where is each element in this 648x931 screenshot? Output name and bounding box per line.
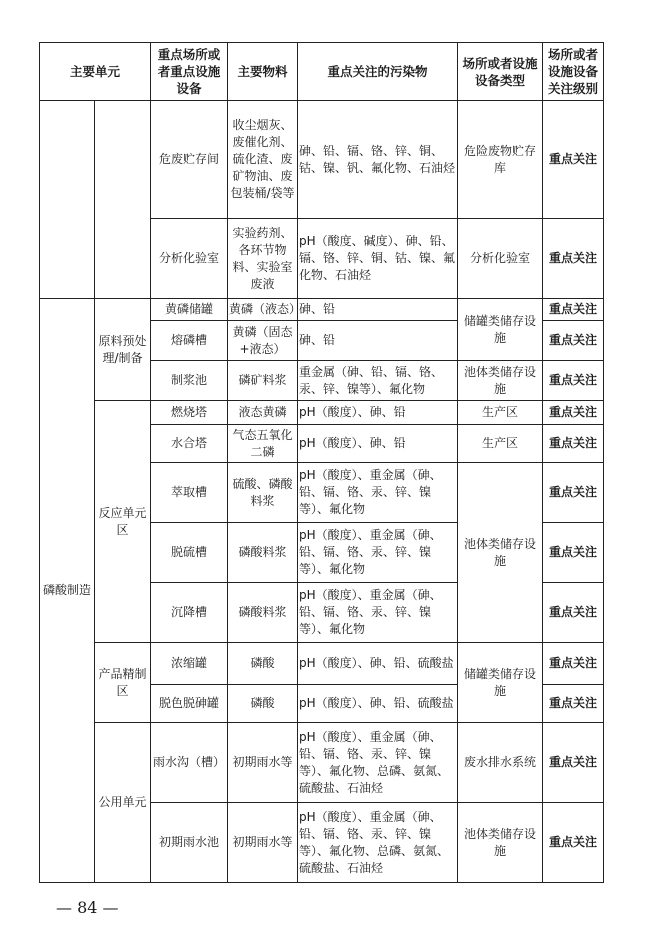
header-pollutant: 重点关注的污染物 (298, 43, 458, 101)
level-cell: 重点关注 (543, 463, 604, 523)
pollutant-cell: 砷、铅、镉、铬、锌、铜、钴、镍、钒、氟化物、石油烃 (298, 101, 458, 219)
material-cell: 磷矿料浆 (228, 361, 298, 401)
pollutant-cell: pH（酸度、碱度）、砷、铅、镉、铬、锌、铜、钴、镍、氟化物、石油烃 (298, 219, 458, 299)
group-refine: 产品精制区 (95, 643, 151, 723)
group-public: 公用单元 (95, 723, 151, 883)
table-row (40, 723, 604, 803)
pollutant-cell: pH（酸度）、砷、铅、硫酸盐 (298, 643, 458, 685)
level-cell: 重点关注 (543, 361, 604, 401)
group-empty (95, 101, 151, 299)
table-row (40, 299, 604, 321)
material-cell: 液态黄磷 (228, 401, 298, 425)
facility-cell: 分析化验室 (151, 219, 228, 299)
level-cell: 重点关注 (543, 803, 604, 883)
level-cell: 重点关注 (543, 643, 604, 685)
type-cell: 分析化验室 (458, 219, 543, 299)
level-cell: 重点关注 (543, 523, 604, 583)
level-cell: 重点关注 (543, 101, 604, 219)
facility-cell: 黄磷储罐 (151, 299, 228, 321)
material-cell: 收尘烟灰、废催化剂、硫化渣、废矿物油、废包装桶/袋等 (228, 101, 298, 219)
pollutant-cell: 砷、铅 (298, 299, 458, 321)
header-row (40, 43, 604, 101)
pollutant-cell: pH（酸度）、砷、铅 (298, 425, 458, 463)
pollutant-cell: pH（酸度）、重金属（砷、铅、镉、铬、汞、锌、镍等）、氟化物、总磷、氨氮、硫酸盐、石油烃 (298, 723, 458, 803)
header-level: 场所或者设施设备关注级别 (543, 43, 604, 101)
level-cell: 重点关注 (543, 401, 604, 425)
pollutant-cell: pH（酸度）、砷、铅 (298, 401, 458, 425)
section-main: 磷酸制造 (40, 299, 95, 883)
facility-cell: 制浆池 (151, 361, 228, 401)
page-number: — 84 — (56, 898, 119, 917)
facility-cell: 脱硫槽 (151, 523, 228, 583)
table-row (40, 401, 604, 425)
group-raw: 原料预处理/制备 (95, 299, 151, 401)
type-cell: 危险废物贮存库 (458, 101, 543, 219)
level-cell: 重点关注 (543, 685, 604, 723)
level-cell: 重点关注 (543, 723, 604, 803)
level-cell: 重点关注 (543, 425, 604, 463)
material-cell: 初期雨水等 (228, 723, 298, 803)
facility-cell: 雨水沟（槽） (151, 723, 228, 803)
material-cell: 黄磷（固态+液态） (228, 321, 298, 361)
type-cell: 池体类储存设施 (458, 463, 543, 643)
facility-cell: 浓缩罐 (151, 643, 228, 685)
table-row (40, 101, 604, 219)
material-cell: 磷酸料浆 (228, 523, 298, 583)
pollutant-cell: 砷、铅 (298, 321, 458, 361)
pollutant-cell: pH（酸度）、重金属（砷、铅、镉、铬、汞、锌、镍等）、氟化物 (298, 463, 458, 523)
level-cell: 重点关注 (543, 321, 604, 361)
material-cell: 磷酸 (228, 685, 298, 723)
material-cell: 磷酸料浆 (228, 583, 298, 643)
pollutant-cell: pH（酸度）、重金属（砷、铅、镉、铬、汞、锌、镍等）、氟化物 (298, 583, 458, 643)
material-cell: 黄磷（液态） (228, 299, 298, 321)
facility-cell: 萃取槽 (151, 463, 228, 523)
facility-cell: 燃烧塔 (151, 401, 228, 425)
header-unit: 主要单元 (40, 43, 151, 101)
header-facility: 重点场所或者重点设施设备 (151, 43, 228, 101)
facility-cell: 熔磷槽 (151, 321, 228, 361)
facility-cell: 初期雨水池 (151, 803, 228, 883)
type-cell: 生产区 (458, 425, 543, 463)
pollutant-cell: pH（酸度）、重金属（砷、铅、镉、铬、汞、锌、镍等）、氟化物 (298, 523, 458, 583)
type-cell: 池体类储存设施 (458, 803, 543, 883)
header-type: 场所或者设施设备类型 (458, 43, 543, 101)
facility-cell: 脱色脱砷罐 (151, 685, 228, 723)
material-cell: 硫酸、磷酸料浆 (228, 463, 298, 523)
material-cell: 磷酸 (228, 643, 298, 685)
material-cell: 初期雨水等 (228, 803, 298, 883)
pollutant-table (39, 42, 604, 883)
type-cell: 储罐类储存设施 (458, 643, 543, 723)
pollutant-cell: pH（酸度）、重金属（砷、铅、镉、铬、汞、锌、镍等）、氟化物、总磷、氨氮、硫酸盐、石油烃 (298, 803, 458, 883)
material-cell: 气态五氧化二磷 (228, 425, 298, 463)
pollutant-cell: pH（酸度）、砷、铅、硫酸盐 (298, 685, 458, 723)
level-cell: 重点关注 (543, 219, 604, 299)
facility-cell: 沉降槽 (151, 583, 228, 643)
group-reaction: 反应单元区 (95, 401, 151, 643)
type-cell: 池体类储存设施 (458, 361, 543, 401)
type-cell: 生产区 (458, 401, 543, 425)
facility-cell: 水合塔 (151, 425, 228, 463)
material-cell: 实验药剂、各环节物料、实验室废液 (228, 219, 298, 299)
pollutant-cell: 重金属（砷、铅、镉、铬、汞、锌、镍等）、氟化物 (298, 361, 458, 401)
header-material: 主要物料 (228, 43, 298, 101)
facility-cell: 危废贮存间 (151, 101, 228, 219)
type-cell: 储罐类储存设施 (458, 299, 543, 361)
unit-empty (40, 101, 95, 299)
level-cell: 重点关注 (543, 583, 604, 643)
table-row (40, 643, 604, 685)
level-cell: 重点关注 (543, 299, 604, 321)
type-cell: 废水排水系统 (458, 723, 543, 803)
